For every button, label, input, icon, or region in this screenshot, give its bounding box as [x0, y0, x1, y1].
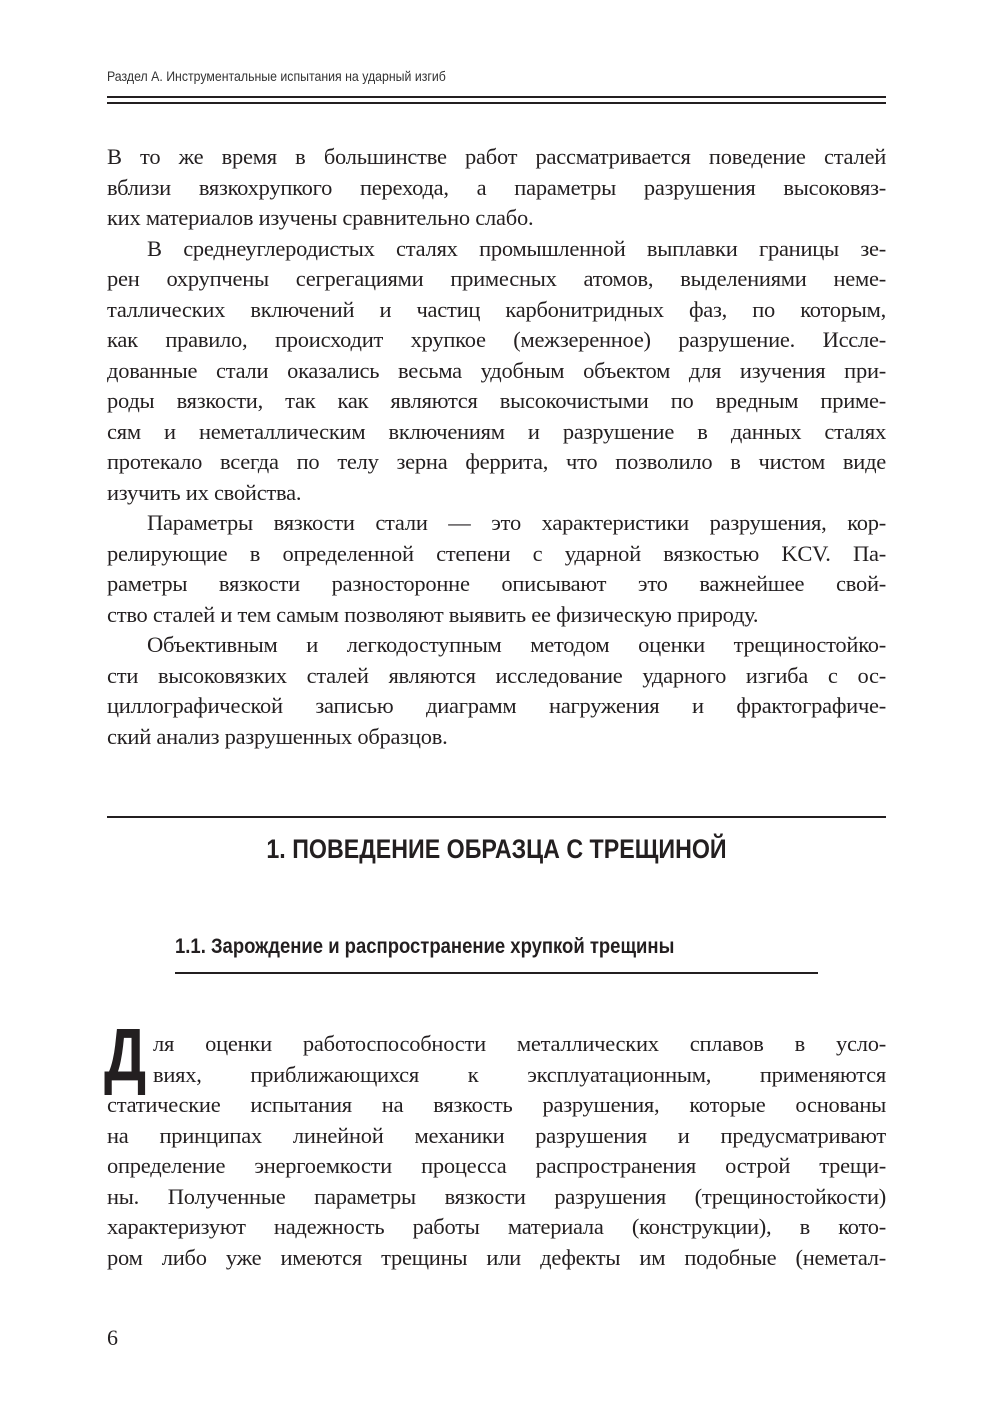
header-rule-bottom [107, 102, 886, 104]
text-line: ром либо уже имеются трещины или дефекты им подобные (неметал- [107, 1244, 886, 1270]
text-line: определение энергоемкости процесса распространения острой трещи- [107, 1153, 886, 1178]
section-underline [175, 972, 818, 974]
text-line: ский анализ разрушенных образцов. [107, 723, 448, 749]
running-header: Раздел А. Инструментальные испытания на ударный изгиб [107, 68, 446, 84]
text-line: В то же время в большинстве работ рассматривается поведение сталей [107, 144, 886, 169]
text-line: дованные стали оказались весьма удобным объектом для изучения при- [107, 357, 886, 383]
text-line: Объективным и легкодоступным методом оценки трещиностойко- [147, 632, 886, 657]
drop-cap: Д [104, 1013, 147, 1096]
text-line: роды вязкости, так как являются высокочистыми по вредным приме- [107, 388, 886, 413]
text-line: как правило, происходит хрупкое (межзеренное) разрушение. Иссле- [107, 327, 886, 352]
text-line: В среднеуглеродистых сталях промышленной выплавки границы зе- [147, 235, 886, 261]
text-line: циллографической записью диаграмм нагружения и фрактографиче- [107, 693, 886, 718]
text-line: релирующие в определенной степени с ударной вязкостью KCV. Па- [107, 540, 886, 566]
text-line: сти высоковязких сталей являются исследование ударного изгиба с ос- [107, 662, 886, 688]
chapter-title: 1. ПОВЕДЕНИЕ ОБРАЗЦА С ТРЕЩИНОЙ [266, 834, 727, 864]
text-line: вблизи вязкохрупкого перехода, а параметры разрушения высоковяз- [107, 174, 886, 200]
text-line: Параметры вязкости стали — это характеристики разрушения, кор- [147, 510, 886, 535]
header-rule-top [107, 96, 886, 98]
text-line: протекало всегда по телу зерна феррита, что позволило в чистом виде [107, 449, 886, 474]
text-line: ля оценки работоспособности металлических сплавов в усло- [153, 1031, 886, 1056]
text-line: виях, приближающихся к эксплуатационным, применяются [153, 1061, 886, 1087]
text-line: статические испытания на вязкость разрушения, которые основаны [107, 1092, 886, 1117]
text-line: ких материалов изучены сравнительно слабо. [107, 205, 534, 230]
text-line: изучить их свойства. [107, 479, 302, 505]
text-line: на принципах линейной механики разрушения и предусматривают [107, 1122, 886, 1148]
section-title: 1.1. Зарождение и распространение хрупкой трещины [175, 935, 675, 958]
text-line: ство сталей и тем самым позволяют выявить ее физическую природу. [107, 601, 759, 627]
page-number: 6 [107, 1325, 118, 1350]
text-line: раметры вязкости разносторонне описывают это важнейшее свой- [107, 571, 886, 596]
section-text [107, 1029, 886, 1273]
text-line: характеризуют надежность работы материала (конструкции), в кото- [107, 1214, 886, 1239]
text-line: ны. Полученные параметры вязкости разрушения (трещиностойкости) [107, 1183, 886, 1209]
text-line: таллических включений и частиц карбонитридных фаз, по которым, [107, 296, 886, 322]
intro-text [107, 142, 886, 752]
chapter-rule [107, 816, 886, 818]
text-line: рен охрупчены сегрегациями примесных атомов, выделениями неме- [107, 266, 886, 291]
text-line: сям и неметаллическим включениям и разрушение в данных сталях [107, 418, 886, 444]
